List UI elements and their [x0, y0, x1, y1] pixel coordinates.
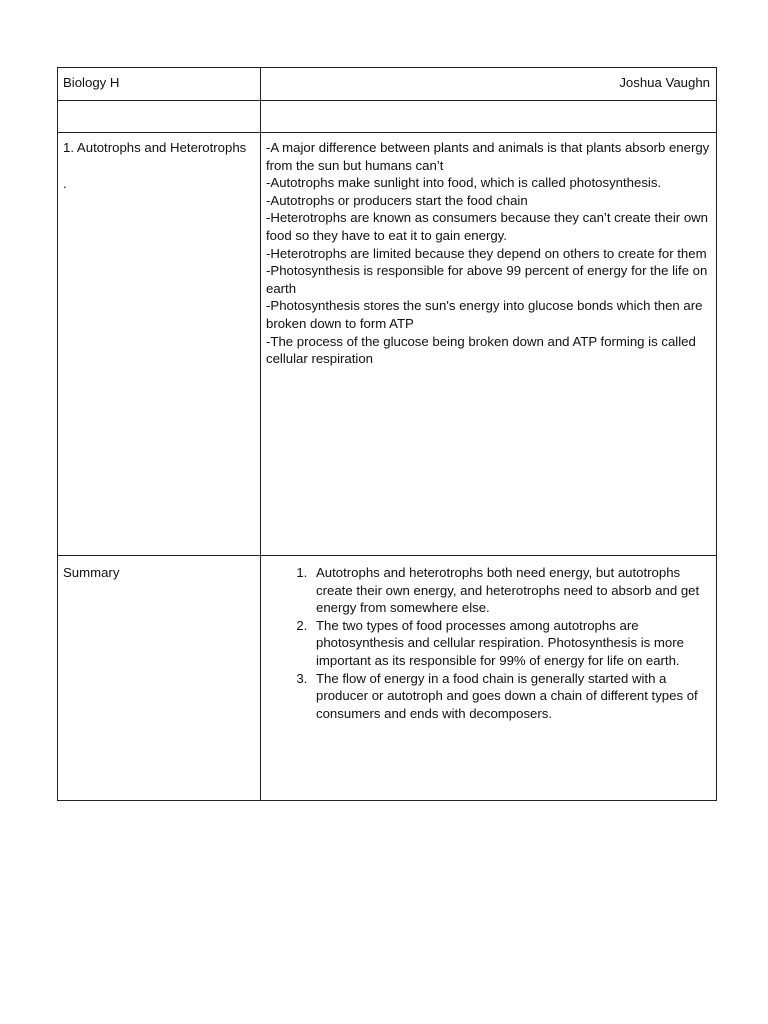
summary-item: 2. The two types of food processes among autotrophs are photosynthesis and cellular respiration. Photosynthesis is more important as its responsible for 99% of energy for life on earth. [311, 617, 710, 670]
course-cell [58, 68, 261, 101]
cornell-notes-table [57, 67, 717, 801]
note-line: -Photosynthesis is responsible for above 99 percent of energy for the life on earth [266, 263, 708, 296]
notes-cell [261, 133, 717, 556]
summary-cell [261, 556, 717, 801]
course-title: Biology H [63, 75, 120, 90]
summary-item: 1. Autotrophs and heterotrophs both need energy, but autotrophs create their own energy, and heterotrophs need to absorb and get energy from somewhere else. [311, 564, 710, 617]
notes-row [58, 133, 717, 556]
topic-title: 1. Autotrophs and Heterotrophs [63, 140, 247, 155]
summary-row [58, 556, 717, 801]
topic-cell [58, 133, 261, 556]
header-row [58, 68, 717, 101]
note-line: -Autotrophs or producers start the food chain [266, 192, 528, 208]
note-line: -A major difference between plants and animals is that plants absorb energy from the sun but humans can’t [266, 140, 710, 173]
note-line: -Heterotrophs are known as consumers because they can’t create their own food so they have to eat it to gain energy. [266, 210, 709, 243]
note-line: -Heterotrophs are limited because they depend on others to create for them [266, 245, 707, 261]
student-name-cell [261, 68, 717, 101]
summary-label-cell [58, 556, 261, 801]
topic-marker: . [63, 175, 67, 191]
summary-list [266, 564, 710, 722]
blank-cell-right [261, 101, 717, 133]
summary-item: 3. The flow of energy in a food chain is generally started with a producer or autotroph and goes down a chain of different types of consumers and ends with decomposers. [311, 670, 710, 723]
blank-cell-left [58, 101, 261, 133]
note-line: -Photosynthesis stores the sun's energy into glucose bonds which then are broken down to form ATP [266, 298, 703, 331]
note-line: -Autotrophs make sunlight into food, which is called photosynthesis. [266, 175, 662, 191]
student-name: Joshua Vaughn [619, 75, 710, 90]
blank-row [58, 101, 717, 133]
summary-label: Summary [63, 565, 120, 580]
note-line: -The process of the glucose being broken down and ATP forming is called cellular respiration [266, 333, 696, 367]
